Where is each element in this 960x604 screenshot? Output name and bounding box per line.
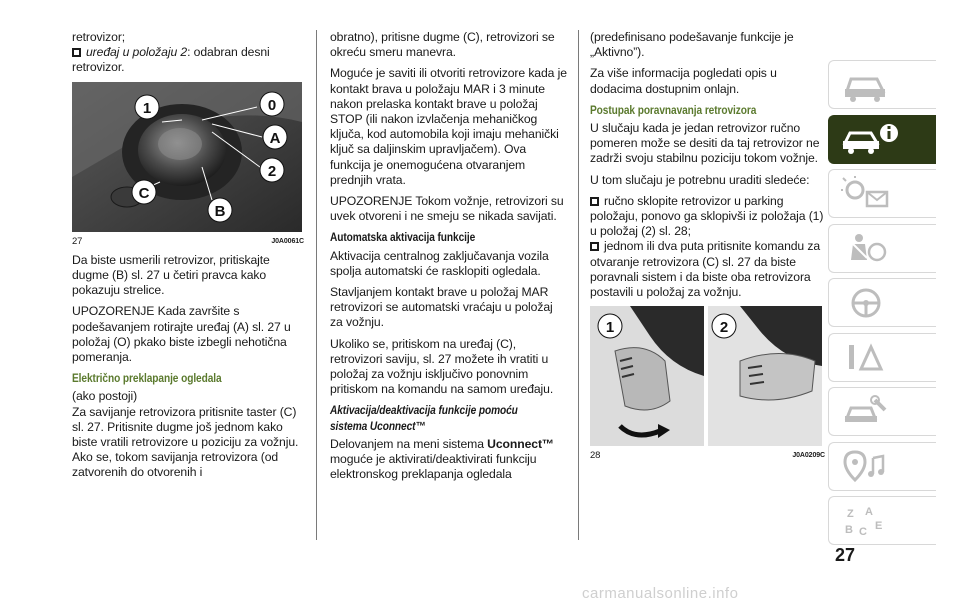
bullet-item bbox=[72, 45, 304, 75]
tab-multimedia[interactable] bbox=[828, 442, 936, 491]
paragraph: Ukoliko se, pritiskom na uređaj (C), retrovizori saviju, sl. 27 možete ih vratiti u položaj za vožnju isključivo ponovnim pritiskom na komandu na samom uređaju. bbox=[330, 336, 554, 397]
car-info-icon bbox=[841, 121, 901, 157]
section-heading: sistema Uconnect™ bbox=[330, 418, 426, 433]
figure-code: J0A0061C bbox=[271, 237, 304, 245]
multimedia-icon bbox=[841, 448, 891, 484]
svg-text:Z: Z bbox=[847, 507, 854, 520]
index-letters-icon bbox=[841, 503, 891, 539]
warning-paragraph: UPOZORENJE Tokom vožnje, retrovizori su uvek otvoreni i ne smeju se nikada savijati. bbox=[330, 194, 564, 224]
figure-27 bbox=[72, 82, 304, 249]
section-heading: Postupak poravnavanja retrovizora bbox=[590, 102, 757, 117]
tab-maintenance[interactable] bbox=[828, 387, 936, 436]
bullet-square-icon bbox=[72, 48, 83, 57]
fig-label: 1 bbox=[605, 319, 615, 337]
tab-warning-lights[interactable] bbox=[828, 169, 936, 218]
text-run-bold: Uconnect™ bbox=[487, 436, 554, 451]
watermark: carmanualsonline.info bbox=[582, 585, 739, 602]
fig-label: B bbox=[214, 202, 226, 220]
paragraph: Da biste usmerili retrovizor, pritiskajte dugme (B) sl. 27 u četiri pravca kako pokazuju strelice. bbox=[72, 252, 270, 298]
section-heading: Električno preklapanje ogledala bbox=[72, 371, 222, 386]
svg-text:C: C bbox=[859, 525, 867, 538]
fig-label: 1 bbox=[142, 99, 152, 117]
tab-emergency[interactable] bbox=[828, 333, 936, 382]
column-2 bbox=[330, 30, 568, 488]
paragraph: Moguće je saviti ili otvoriti retrovizore kada je kontakt brava u položaju MAR i 3 minute nakon prelaska kontakt brave u položaj STOP (ili nakon izvlačenja mehaničkog ključa, kod automobila koji imaju mehanički ključ sa daljinskim upravljačem). Ova funkcija je onemogućena otvaranjem prednjih vrata. bbox=[330, 66, 567, 187]
tab-index[interactable] bbox=[828, 496, 936, 545]
emergency-tools-icon bbox=[841, 339, 891, 375]
steering-wheel-icon bbox=[841, 285, 891, 321]
section-heading: Aktivacija/deaktivacija funkcije pomoću bbox=[330, 403, 518, 418]
svg-text:E: E bbox=[875, 519, 883, 532]
fig-label: A bbox=[269, 129, 281, 147]
fig-label: 0 bbox=[267, 96, 277, 114]
figure-code: J0A0209C bbox=[792, 452, 825, 460]
column-1 bbox=[72, 30, 304, 487]
column-3 bbox=[590, 30, 825, 467]
figure-28 bbox=[590, 306, 825, 463]
section-heading: Automatska aktivacija funkcije bbox=[330, 230, 476, 245]
bullet-text: jednom ili dva puta pritisnite komandu za otvaranje retrovizora (C) sl. 27 da biste poravnali sistem i da biste oba retrovizora postavili u položaj za vožnju. bbox=[590, 239, 821, 300]
bullet-square-icon bbox=[590, 197, 601, 206]
fig-label: C bbox=[138, 184, 150, 202]
svg-text:B: B bbox=[845, 523, 853, 536]
paragraph: Aktivacija centralnog zaključavanja vozila spolja automatski će rasklopiti ogledala. bbox=[330, 248, 549, 278]
page-number: 27 bbox=[835, 545, 856, 565]
figure-number: 27 bbox=[72, 235, 83, 247]
figure-caption bbox=[72, 234, 304, 249]
wrench-car-icon bbox=[841, 394, 891, 430]
tab-starting-driving[interactable] bbox=[828, 278, 936, 327]
fig-label: 2 bbox=[267, 162, 277, 180]
paragraph: retrovizor; bbox=[72, 30, 126, 44]
svg-text:A: A bbox=[865, 505, 873, 518]
bullet-item bbox=[590, 194, 825, 240]
paragraph: U tom slučaju je potrebnu uraditi sledeće: bbox=[590, 172, 810, 187]
mirror-control-illustration bbox=[72, 82, 302, 232]
figure-caption bbox=[590, 448, 825, 463]
tab-dashboard[interactable] bbox=[828, 60, 936, 109]
paragraph bbox=[330, 437, 568, 483]
paragraph: U slučaju kada je jedan retrovizor ručno pomeren može se desiti da taj retrovizor ne zadrži svoju stabilnu poziciju tokom vožnje. bbox=[590, 121, 820, 166]
bullet-square-icon bbox=[590, 242, 601, 251]
bullet-italic: uređaj u položaju 2 bbox=[86, 45, 188, 60]
tab-knowing-vehicle[interactable] bbox=[828, 115, 936, 164]
mirror-fold-illustration bbox=[590, 306, 822, 446]
chapter-tabs bbox=[828, 60, 936, 551]
mirror-control-photo bbox=[72, 82, 302, 232]
bullet-item bbox=[590, 239, 825, 300]
text-run: Delovanjem na meni sistema bbox=[330, 436, 488, 451]
bullet-text: : odabran desni retrovizor. bbox=[72, 45, 270, 75]
text-run: moguće je aktivirati/deaktivirati funkciju elektronskog preklapanja ogledala bbox=[330, 452, 537, 482]
warning-paragraph: UPOZORENJE Kada završite s podešavanjem rotirajte uređaj (A) sl. 27 u položaj (O) pkako biste izbegli nehotična pomeranja. bbox=[72, 304, 291, 365]
paragraph: (ako postoji) bbox=[72, 389, 138, 404]
bullet-text: ručno sklopite retrovizor u parking položaju, ponovo ga sklopivši iz položaja (1) u položaj (2) sl. 28; bbox=[590, 193, 824, 239]
seat-belt-icon bbox=[841, 230, 891, 266]
tab-safety[interactable] bbox=[828, 224, 936, 273]
column-divider bbox=[316, 30, 317, 540]
paragraph: obratno), pritisne dugme (C), retrovizori se okreću smeru manevra. bbox=[330, 30, 555, 60]
paragraph: Stavljanjem kontakt brave u položaj MAR retrovizori se automatski vraćaju u položaj za vožnju. bbox=[330, 285, 553, 330]
paragraph: (predefinisano podešavanje funkcije je „Aktivno”). bbox=[590, 30, 794, 60]
warning-light-icon bbox=[841, 176, 891, 212]
column-divider bbox=[578, 30, 579, 540]
paragraph: Za više informacija pogledati opis u dodacima dostupnim onlajn. bbox=[590, 66, 777, 96]
figure-number: 28 bbox=[590, 450, 601, 462]
paragraph: Za savijanje retrovizora pritisnite taster (C) sl. 27. Pritisnite dugme još jednom kako biste vratili retrovizore u poziciju za vožnju. Ako se, tokom savijanja retrovizora (od zatvorenih do otvorenih i bbox=[72, 404, 299, 480]
dashboard-car-icon bbox=[841, 67, 891, 103]
fig-label: 2 bbox=[719, 319, 729, 337]
mirror-fold-photo bbox=[590, 306, 822, 446]
